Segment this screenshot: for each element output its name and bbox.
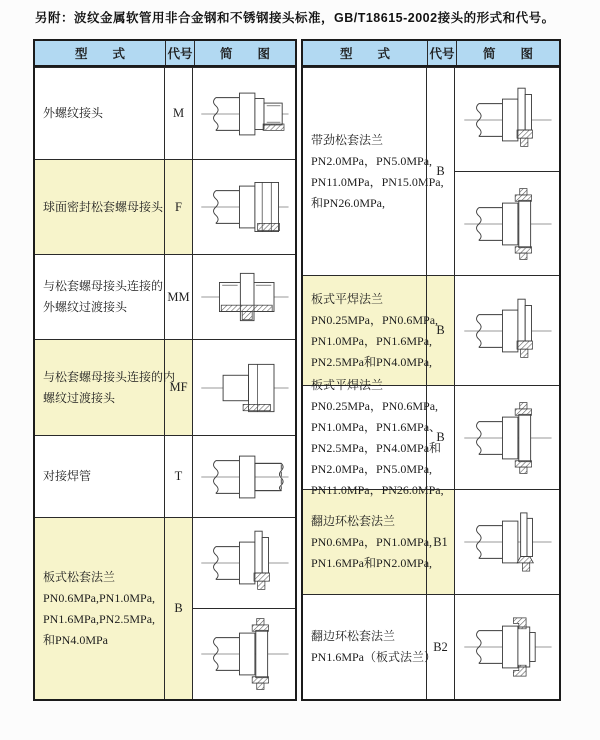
code-cell: F	[165, 160, 193, 254]
type-line: PN0.25MPa，PN0.6MPa,	[311, 398, 439, 413]
type-line: 翻边环松套法兰	[311, 629, 396, 643]
fitting-diagram	[193, 518, 295, 608]
table-row	[303, 489, 559, 594]
type-line: PN1.6MPa和PN2.0MPa,	[311, 555, 433, 570]
table-row	[303, 594, 559, 699]
header-diagram: 简 图	[219, 47, 270, 61]
table-row	[303, 377, 559, 497]
code-cell: T	[165, 436, 193, 517]
type-line: 与松套螺母接头连接的内	[43, 369, 176, 384]
diagram-cell	[193, 436, 295, 517]
code-cell: MM	[165, 255, 193, 339]
type-line: 板式松套法兰	[43, 569, 116, 584]
type-line: 外螺纹过渡接头	[43, 300, 128, 314]
type-line: 球面密封松套螺母接头	[43, 199, 164, 214]
type-line: PN2.5MPa和PN4.0MPa,	[311, 354, 433, 369]
type-cell	[303, 276, 439, 385]
type-line: PN0.6MPa,PN1.0MPa,	[43, 590, 156, 605]
fitting-table-right	[301, 39, 561, 701]
table-row	[35, 254, 295, 339]
diagram-cell	[455, 490, 559, 594]
code-cell: B	[165, 518, 193, 699]
type-line: 外螺纹接头	[43, 106, 104, 120]
type-line: 螺纹过渡接头	[43, 390, 116, 405]
diagram-cell	[455, 595, 559, 699]
table-header-row	[35, 41, 295, 67]
fitting-diagram	[455, 171, 559, 275]
type-cell	[303, 595, 437, 699]
table-row	[35, 517, 295, 699]
table-row	[35, 339, 295, 435]
header-code: 代号	[166, 41, 195, 65]
type-cell	[35, 68, 165, 159]
type-line: PN11.0MPa，PN26.0MPa,	[311, 482, 444, 497]
fitting-diagram	[455, 276, 559, 385]
fitting-diagram	[193, 436, 295, 517]
type-line: PN2.0MPa，PN5.0MPa,	[311, 461, 433, 476]
table-row	[35, 435, 295, 517]
type-cell	[35, 518, 165, 699]
diagram-cell	[193, 340, 295, 435]
fitting-diagram	[193, 160, 295, 254]
type-line: 与松套螺母接头连接的	[43, 279, 164, 293]
header-type: 型 式	[35, 41, 166, 65]
fitting-diagram	[455, 68, 559, 171]
type-line: 和PN26.0MPa,	[311, 195, 386, 210]
type-cell	[303, 490, 433, 594]
table-row	[35, 67, 295, 159]
type-line: PN1.0MPa，PN1.6MPa、	[311, 419, 442, 434]
type-cell	[303, 377, 444, 497]
type-cell	[35, 255, 165, 339]
fitting-tables	[33, 39, 561, 701]
type-line: PN2.0MPa，PN5.0MPa,	[311, 153, 433, 168]
page-title: 另附：波纹金属软管用非合金钢和不锈钢接头标准，GB/T18615-2002接头的形式和代号。	[35, 11, 555, 25]
type-cell	[35, 340, 176, 435]
table-row	[303, 67, 559, 275]
code-cell: B	[427, 276, 455, 385]
fitting-diagram	[455, 595, 559, 699]
fitting-diagram	[193, 340, 295, 435]
diagram-cell	[455, 276, 559, 385]
code-cell: B1	[427, 490, 455, 594]
type-line: PN1.6MPa,PN2.5MPa,	[43, 611, 156, 626]
code-cell: MF	[165, 340, 193, 435]
header-type: 型 式	[303, 41, 428, 65]
type-line: PN0.25MPa，PN0.6MPa,	[311, 312, 439, 327]
type-line: 和PN4.0MPa	[43, 632, 109, 647]
type-line: 带劲松套法兰	[311, 132, 384, 147]
type-line: PN2.5MPa，PN4.0MPa和	[311, 440, 442, 455]
type-cell	[303, 68, 444, 275]
diagram-cell	[193, 68, 295, 159]
code-cell: B	[427, 386, 455, 489]
type-line: PN1.6MPa（板式法兰）	[311, 650, 437, 664]
type-line: 板式平焊法兰	[311, 291, 384, 306]
diagram-cell	[455, 68, 559, 275]
fitting-diagram	[193, 255, 295, 339]
fitting-diagram	[455, 386, 559, 489]
diagram-cell	[193, 518, 295, 699]
type-line: PN1.0MPa，PN1.6MPa,	[311, 333, 433, 348]
code-cell: B	[427, 68, 455, 275]
type-line: PN11.0MPa，PN15.0MPa,	[311, 174, 444, 189]
code-cell: M	[165, 68, 193, 159]
code-cell: B2	[427, 595, 455, 699]
fitting-diagram	[193, 608, 295, 699]
fitting-diagram	[455, 490, 559, 594]
diagram-cell	[455, 386, 559, 489]
diagram-cell	[193, 255, 295, 339]
table-row	[303, 275, 559, 385]
table-header-row	[303, 41, 559, 67]
header-code: 代号	[428, 41, 457, 65]
diagram-cell	[193, 160, 295, 254]
type-line: 翻边环松套法兰	[311, 513, 396, 528]
type-cell	[35, 436, 165, 517]
type-line: 对接焊管	[43, 469, 92, 483]
type-line: PN0.6MPa，PN1.0MPa,	[311, 534, 433, 549]
type-cell	[35, 160, 165, 254]
table-row	[35, 159, 295, 254]
header-diagram: 简 图	[482, 47, 533, 61]
fitting-diagram	[193, 68, 295, 159]
fitting-table-left	[33, 39, 297, 701]
type-line: 板式平焊法兰	[311, 377, 384, 392]
